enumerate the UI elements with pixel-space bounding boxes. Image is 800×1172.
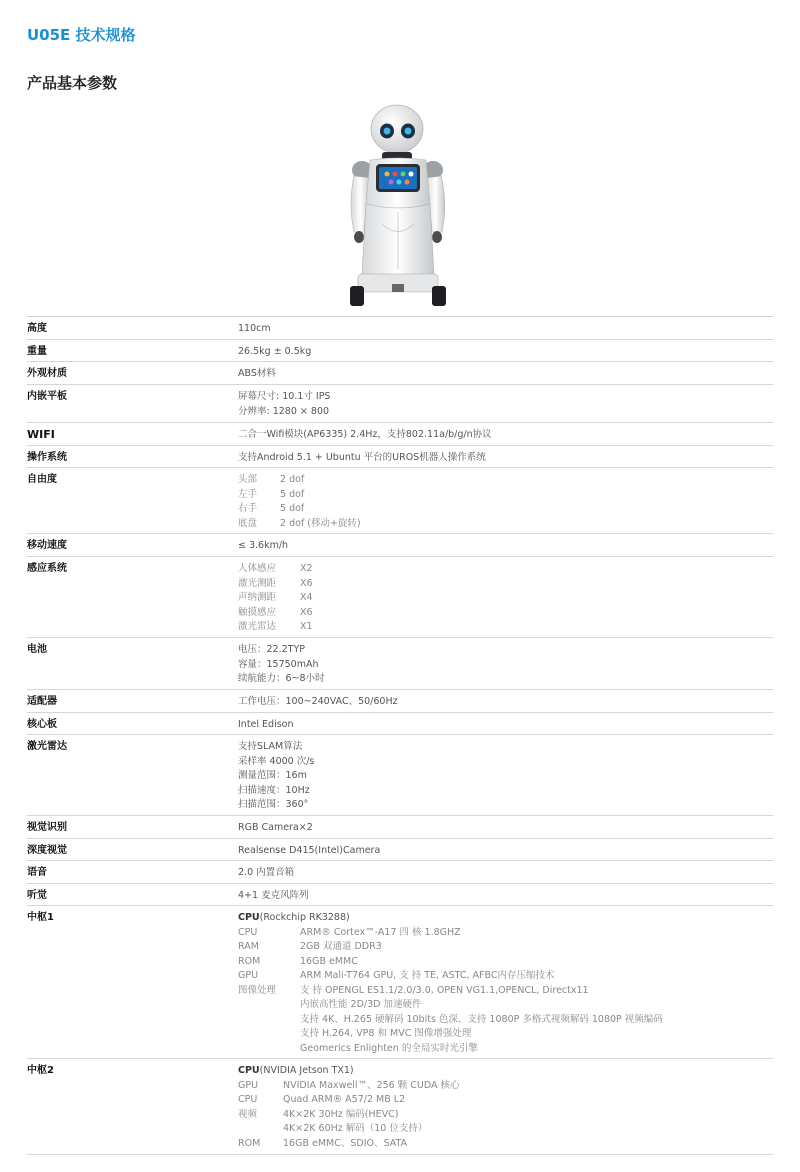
spec-item-key: CPU: [238, 926, 258, 938]
spec-value: [238, 884, 773, 905]
spec-label: 中枢1: [27, 912, 54, 923]
spec-value-text: 二合一Wifi模块(AP6335) 2.4Hz，支持802.11a/b/g/n协议: [238, 429, 492, 440]
spec-row-height: [27, 317, 773, 340]
spec-value: [238, 423, 773, 445]
spec-value: [238, 735, 773, 815]
spec-row-core: [27, 713, 773, 735]
spec-table: [27, 316, 773, 1155]
spec-item-key: GPU: [238, 970, 259, 981]
spec-label: 自由度: [27, 474, 57, 485]
spec-item: [238, 620, 773, 635]
spec-label: 深度视觉: [27, 845, 67, 856]
spec-subhead-rest: (Rockchip RK3288): [259, 912, 350, 923]
spec-extra-line: 支持 H.264, VP8 和 MVC 图像增强处理: [300, 1028, 472, 1039]
spec-value: [238, 906, 773, 1058]
spec-value-text: 扫描范围：360°: [238, 799, 309, 810]
spec-value-text: 电压：22.2TYP: [238, 644, 305, 655]
spec-value-text: 分辨率: 1280 × 800: [238, 405, 330, 417]
spec-row-speed: [27, 534, 773, 557]
spec-item: [238, 502, 773, 517]
spec-item: [238, 1137, 773, 1152]
spec-value: [238, 861, 773, 883]
spec-label: 外观材质: [27, 368, 67, 379]
spec-label: 电池: [27, 644, 47, 655]
spec-value-text: 扫描速度：10Hz: [238, 784, 310, 796]
spec-label: WIFI: [27, 428, 55, 441]
spec-item-value: ARM® Cortex™-A17 四 核 1.8GHZ: [300, 926, 461, 938]
spec-label: 视觉识别: [27, 822, 67, 833]
spec-item: [238, 1079, 773, 1094]
spec-subhead: [238, 911, 773, 926]
spec-item-value: X6: [300, 577, 313, 589]
spec-value: [238, 690, 773, 712]
spec-item: [238, 562, 773, 577]
spec-label: 激光雷达: [27, 741, 67, 752]
spec-label: 适配器: [27, 696, 57, 707]
spec-item-value: X2: [300, 563, 313, 574]
spec-item-key: 底盘: [238, 517, 258, 529]
spec-item-key: ROM: [238, 955, 261, 967]
spec-item-key: 视频: [238, 1108, 258, 1120]
spec-item: [238, 577, 773, 592]
spec-item-value: 4K×2K 30Hz 编码(HEVC): [283, 1108, 399, 1120]
spec-value: [238, 385, 773, 422]
spec-value-text: 工作电压：100~240VAC、50/60Hz: [238, 696, 398, 707]
spec-item: [238, 1093, 773, 1108]
spec-row-dof: [27, 468, 773, 534]
spec-value: [238, 638, 773, 689]
spec-value-text: ≤ 3.6km/h: [238, 540, 289, 551]
spec-value-text: 110cm: [238, 323, 271, 334]
spec-label: 核心板: [27, 719, 57, 730]
spec-item-key: 右手: [238, 503, 258, 514]
spec-item-key: 图像处理: [238, 984, 277, 996]
spec-item-key: 声纳测距: [238, 592, 277, 603]
spec-label: 高度: [27, 323, 47, 334]
spec-value: [238, 713, 773, 734]
spec-item: [238, 926, 773, 941]
spec-row-hearing: [27, 884, 773, 906]
spec-item-value: 5 dof: [280, 503, 305, 514]
spec-row-hub2: [27, 1059, 773, 1155]
spec-subhead-rest: (NVIDIA Jetson TX1): [259, 1065, 354, 1076]
spec-item: [238, 591, 773, 606]
spec-item-value: NVIDIA Maxwell™、256 颗 CUDA 核心: [283, 1079, 460, 1091]
spec-value-text: ABS材料: [238, 368, 276, 379]
spec-subhead: [238, 1064, 773, 1079]
spec-item-key: 激光测距: [238, 577, 277, 589]
spec-item-key: RAM: [238, 941, 259, 952]
spec-item-key: ROM: [238, 1137, 261, 1149]
spec-item-value: 2 dof: [280, 474, 305, 485]
spec-item: [238, 606, 773, 621]
spec-row-weight: [27, 340, 773, 362]
section-title: 产品基本参数: [27, 74, 118, 92]
spec-row-wifi: [27, 423, 773, 446]
spec-label: 内嵌平板: [27, 391, 67, 402]
spec-row-battery: [27, 638, 773, 690]
spec-value-text: 测量范围：16m: [238, 770, 307, 781]
spec-extra-line: Geomerics Enlighten 的全局实时光引擎: [300, 1042, 478, 1054]
spec-item-key: 左手: [238, 488, 258, 500]
spec-item-value: X6: [300, 606, 313, 618]
spec-row-lidar: [27, 735, 773, 816]
spec-item-value: X1: [300, 621, 313, 632]
spec-item: [238, 517, 773, 532]
spec-item: [238, 473, 773, 488]
spec-value: [238, 362, 773, 384]
robot-image: [342, 104, 454, 310]
spec-value: [238, 446, 773, 467]
spec-row-tablet: [27, 385, 773, 423]
spec-label: 操作系统: [27, 452, 67, 463]
spec-row-depth: [27, 839, 773, 861]
spec-value-text: 续航能力：6~8小时: [238, 673, 325, 684]
spec-item-value: 16GB eMMC: [300, 955, 358, 967]
spec-item: [238, 940, 773, 955]
spec-item-key: CPU: [238, 1094, 258, 1105]
spec-row-os: [27, 446, 773, 468]
spec-item-value: 16GB eMMC、SDIO、SATA: [283, 1137, 408, 1149]
spec-label: 重量: [27, 346, 47, 357]
spec-label: 语音: [27, 867, 47, 878]
spec-item-value: 2 dof (移动+旋转): [280, 517, 361, 529]
spec-value-text: 4+1 麦克风阵列: [238, 890, 309, 901]
spec-item-key: 激光雷达: [238, 621, 277, 632]
spec-row-material: [27, 362, 773, 385]
spec-item-value: X4: [300, 592, 313, 603]
spec-value-text: 支持SLAM算法: [238, 741, 303, 752]
spec-extra-line: 内嵌高性能 2D/3D 加速硬件: [300, 999, 422, 1010]
spec-subhead-bold: CPU: [238, 1065, 260, 1076]
spec-item: [238, 969, 773, 984]
spec-value-text: 2.0 内置音箱: [238, 867, 295, 878]
spec-value: [238, 816, 773, 838]
spec-value: [238, 340, 773, 361]
spec-row-vision: [27, 816, 773, 839]
spec-row-voice: [27, 861, 773, 884]
spec-value: [238, 317, 773, 339]
spec-value-text: Realsense D415(Intel)Camera: [238, 845, 381, 856]
page-title: U05E 技术规格: [27, 26, 136, 44]
spec-extra-line: 支持 4K、H.265 硬解码 10bits 色深、支持 1080P 多格式视频解码 1080P 视频编码: [300, 1013, 663, 1025]
spec-value: [238, 1059, 773, 1154]
spec-item: [238, 488, 773, 503]
spec-item: [238, 955, 773, 970]
spec-row-adapter: [27, 690, 773, 713]
spec-value-text: 屏幕尺寸: 10.1寸 IPS: [238, 391, 331, 402]
spec-value-text: Intel Edison: [238, 719, 294, 730]
spec-item: [238, 984, 773, 999]
spec-extra-line: 4K×2K 60Hz 解码（10 位支持）: [283, 1123, 428, 1134]
spec-label: 中枢2: [27, 1065, 54, 1076]
spec-value-text: RGB Camera×2: [238, 822, 313, 833]
spec-label: 感应系统: [27, 563, 67, 574]
spec-row-hub1: [27, 906, 773, 1059]
spec-item: [238, 1108, 773, 1123]
spec-value: [238, 839, 773, 860]
spec-value-text: 26.5kg ± 0.5kg: [238, 346, 312, 357]
spec-label: 移动速度: [27, 540, 67, 551]
spec-item-value: 支 持 OPENGL ES1.1/2.0/3.0, OPEN VG1.1,OPENCL, Directx11: [300, 984, 589, 996]
spec-item-value: 5 dof: [280, 488, 305, 500]
spec-value: [238, 534, 773, 556]
spec-item-value: Quad ARM® A57/2 MB L2: [283, 1094, 406, 1105]
spec-item-key: 头部: [238, 474, 258, 485]
spec-label: 听觉: [27, 890, 47, 901]
spec-item-key: 人体感应: [238, 563, 277, 574]
spec-value-text: 采样率 4000 次/s: [238, 755, 315, 767]
spec-value-text: 支持Android 5.1 + Ubuntu 平台的UROS机器人操作系统: [238, 452, 486, 463]
spec-item-key: 触摸感应: [238, 606, 277, 618]
spec-value: [238, 557, 773, 637]
spec-value-text: 容量：15750mAh: [238, 658, 319, 670]
spec-item-value: ARM Mali-T764 GPU, 支 持 TE, ASTC, AFBC内存压缩技术: [300, 970, 555, 981]
spec-item-key: GPU: [238, 1079, 259, 1091]
spec-subhead-bold: CPU: [238, 912, 260, 923]
spec-item-value: 2GB 双通道 DDR3: [300, 941, 382, 952]
spec-value: [238, 468, 773, 533]
spec-row-sensors: [27, 557, 773, 638]
